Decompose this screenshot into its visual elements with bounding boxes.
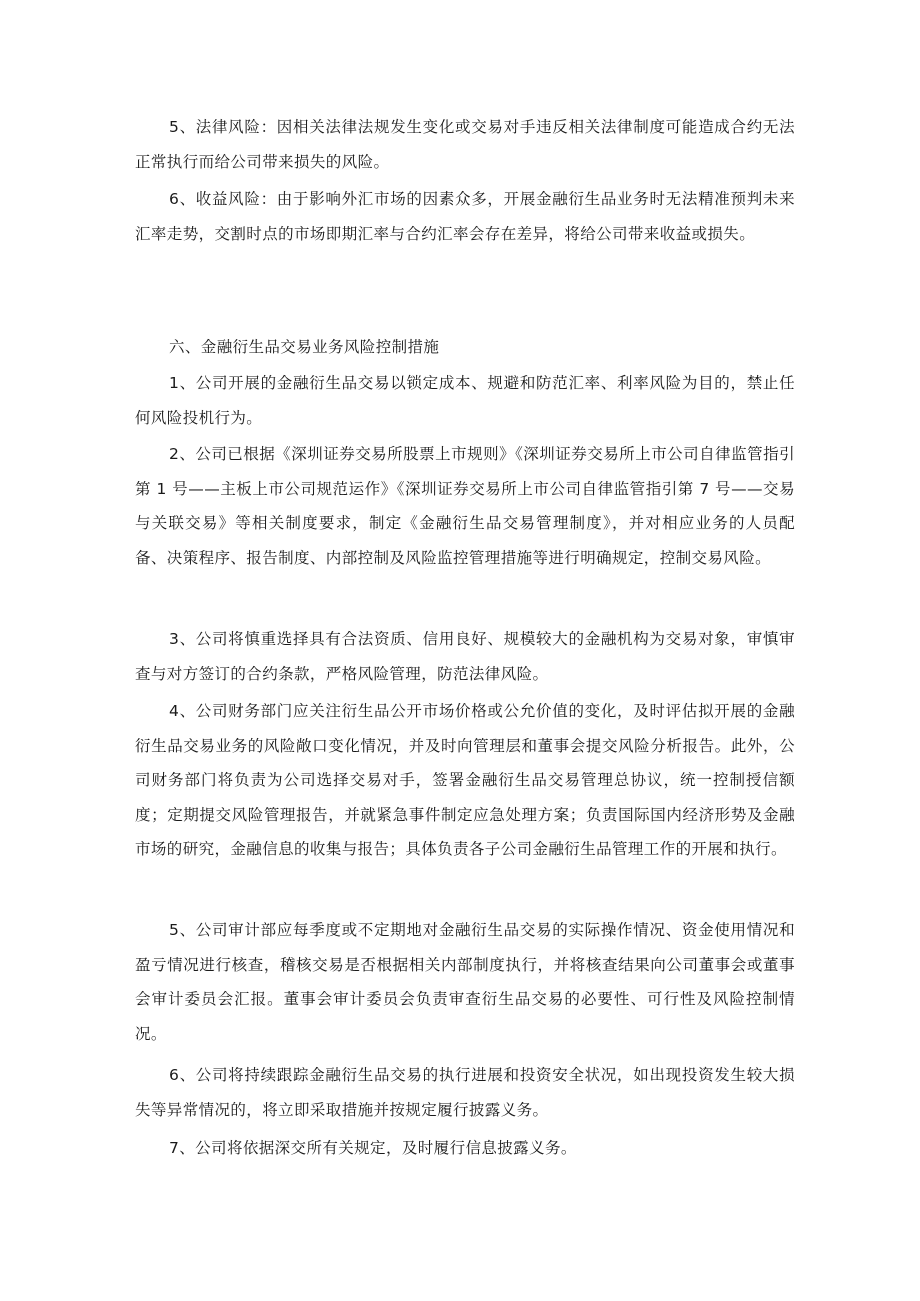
- risk-item-return: 6、收益风险：由于影响外汇市场的因素众多，开展金融衍生品业务时无法精准预判未来汇率走势，交割时点的市场即期汇率与合约汇率会存在差异，将给公司带来收益或损失。: [135, 190, 795, 243]
- measure-item-4: 4、公司财务部门应关注衍生品公开市场价格或公允价值的变化，及时评估拟开展的金融衍生品交易业务的风险敞口变化情况，并及时向管理层和董事会提交风险分析报告。此外，公司财务部门将负责为公司选择交易对手，签署金融衍生品交易管理总协议，统一控制授信额度；定期提交风险管理报告，并就紧急事件制定应急处理方案；负责国际国内经济形势及金融市场的研究，金融信息的收集与报告；具体负责各子公司金融衍生品管理工作的开展和执行。: [135, 702, 795, 858]
- risk-item-legal: 5、法律风险：因相关法律法规发生变化或交易对手违反相关法律制度可能造成合约无法正常执行而给公司带来损失的风险。: [135, 118, 795, 171]
- measure-item-3: 3、公司将慎重选择具有合法资质、信用良好、规模较大的金融机构为交易对象，审慎审查与对方签订的合约条款，严格风险管理，防范法律风险。: [135, 630, 795, 683]
- measure-item-1: 1、公司开展的金融衍生品交易以锁定成本、规避和防范汇率、利率风险为目的，禁止任何风险投机行为。: [135, 374, 795, 427]
- measure-item-6: 6、公司将持续跟踪金融衍生品交易的执行进展和投资安全状况，如出现投资发生较大损失等异常情况的，将立即采取措施并按规定履行披露义务。: [135, 1066, 795, 1119]
- measure-item-7: 7、公司将依据深交所有关规定，及时履行信息披露义务。: [169, 1139, 577, 1157]
- measure-item-5: 5、公司审计部应每季度或不定期地对金融衍生品交易的实际操作情况、资金使用情况和盈亏情况进行核查，稽核交易是否根据相关内部制度执行，并将核查结果向公司董事会或董事会审计委员会汇报。董事会审计委员会负责审查衍生品交易的必要性、可行性及风险控制情况。: [135, 921, 795, 1043]
- section-heading: 六、金融衍生品交易业务风险控制措施: [169, 338, 440, 356]
- measure-item-2: 2、公司已根据《深圳证券交易所股票上市规则》《深圳证券交易所上市公司自律监管指引第 1 号——主板上市公司规范运作》《深圳证券交易所上市公司自律监管指引第 7 号——交易与关联交易》等相关制度要求，制定《金融衍生品交易管理制度》，并对相应业务的人员配备、决策程序、报告制度、内部控制及风险监控管理措施等进行明确规定，控制交易风险。: [135, 445, 795, 567]
